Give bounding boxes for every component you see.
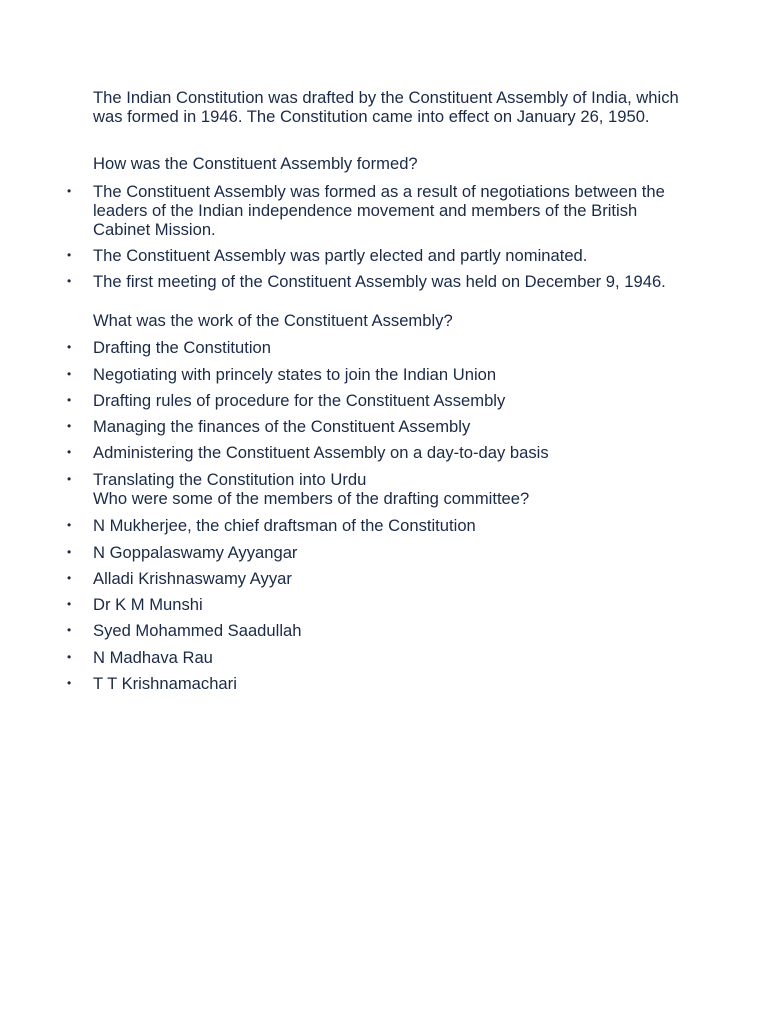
list-item-text: The first meeting of the Constituent Assembly was held on December 9, 1946. bbox=[93, 272, 666, 291]
list-item-text: Negotiating with princely states to join the Indian Union bbox=[93, 365, 497, 384]
list-item-text: Administering the Constituent Assembly on a day-to-day basis bbox=[93, 443, 549, 462]
bullet-icon: • bbox=[67, 248, 72, 262]
bullet-icon: • bbox=[67, 184, 72, 198]
list-item-text: Drafting rules of procedure for the Constituent Assembly bbox=[93, 391, 506, 410]
bullet-icon: • bbox=[67, 571, 72, 585]
list-item-text: The Constituent Assembly was formed as a result of negotiations between the leaders of the Indian independence movement and members of the British Cabinet Mission. bbox=[93, 182, 665, 239]
list-item-text: N Madhava Rau bbox=[93, 648, 213, 667]
bullet-icon: • bbox=[67, 518, 72, 532]
list-item-text: Drafting the Constitution bbox=[93, 338, 272, 357]
list-item-text: Syed Mohammed Saadullah bbox=[93, 621, 302, 640]
list-item-text: N Goppalaswamy Ayyangar bbox=[93, 543, 298, 562]
bullet-icon: • bbox=[67, 340, 72, 354]
question-members: Who were some of the members of the drafting committee? bbox=[93, 489, 530, 508]
list-item-text: Alladi Krishnaswamy Ayyar bbox=[93, 569, 292, 588]
list-item-text: Dr K M Munshi bbox=[93, 595, 203, 614]
list-item-text: Managing the finances of the Constituent Assembly bbox=[93, 417, 471, 436]
bullet-icon: • bbox=[67, 597, 72, 611]
list-item-text: The Constituent Assembly was partly elected and partly nominated. bbox=[93, 246, 588, 265]
bullet-icon: • bbox=[67, 445, 72, 459]
question-how-formed: How was the Constituent Assembly formed? bbox=[93, 154, 418, 173]
list-item-text: N Mukherjee, the chief draftsman of the Constitution bbox=[93, 516, 476, 535]
list-item-text: Translating the Constitution into Urdu bbox=[93, 470, 367, 489]
bullet-icon: • bbox=[67, 676, 72, 690]
bullet-icon: • bbox=[67, 393, 72, 407]
intro-paragraph: The Indian Constitution was drafted by the Constituent Assembly of India, which was formed in 1946. The Constitution came into effect on January 26, 1950. bbox=[93, 88, 679, 126]
bullet-icon: • bbox=[67, 623, 72, 637]
bullet-icon: • bbox=[67, 419, 72, 433]
question-work: What was the work of the Constituent Assembly? bbox=[93, 311, 453, 330]
bullet-icon: • bbox=[67, 472, 72, 486]
bullet-icon: • bbox=[67, 367, 72, 381]
list-item-text: T T Krishnamachari bbox=[93, 674, 237, 693]
bullet-icon: • bbox=[67, 650, 72, 664]
bullet-icon: • bbox=[67, 545, 72, 559]
bullet-icon: • bbox=[67, 274, 72, 288]
